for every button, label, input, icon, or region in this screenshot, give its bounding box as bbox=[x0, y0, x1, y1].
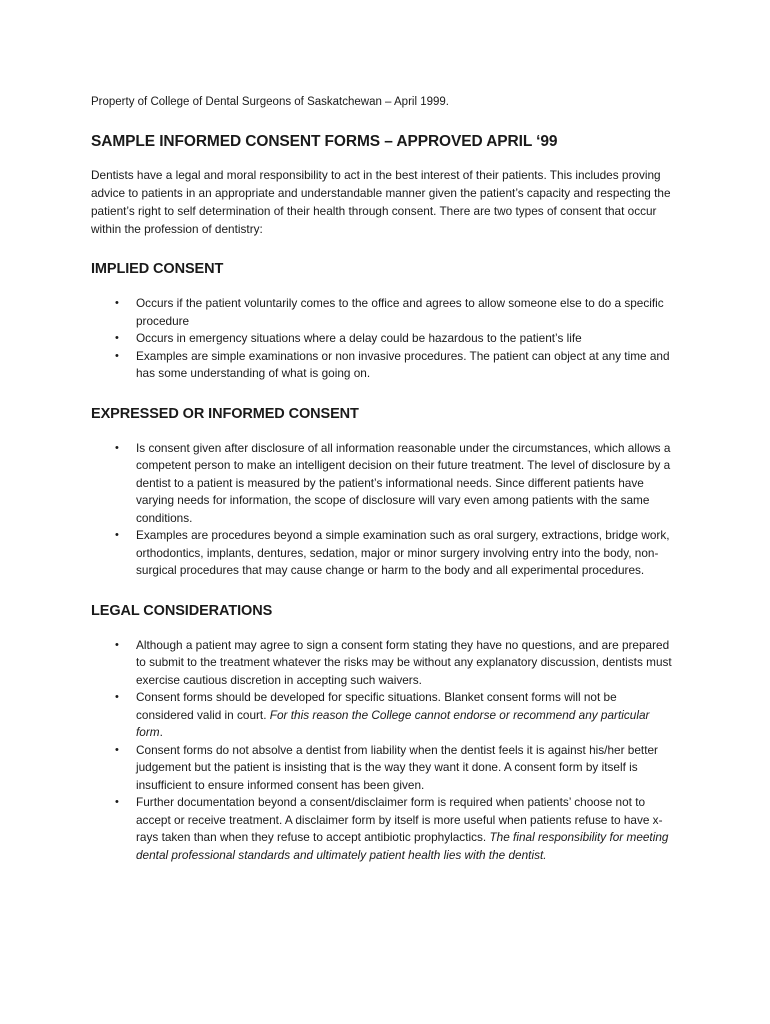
list-item bbox=[91, 742, 676, 795]
section-heading-expressed: EXPRESSED OR INFORMED CONSENT bbox=[91, 405, 359, 422]
bullet-icon: • bbox=[115, 743, 119, 756]
list-item bbox=[91, 440, 676, 528]
list-item bbox=[91, 794, 676, 864]
section-heading-legal: LEGAL CONSIDERATIONS bbox=[91, 602, 273, 619]
intro-paragraph: Dentists have a legal and moral responsibility to act in the best interest of their patients. This includes proving advice to patients in an appropriate and understandable manner given the patient’s capacity and respecting the patient’s right to self determination of their health through consent. There are two types of consent that occur within the profession of dentistry: bbox=[91, 168, 671, 236]
list-item-text: Examples are procedures beyond a simple examination such as oral surgery, extractions, bridge work, orthodontics, implants, dentures, sedation, major or minor surgery involving entry into the body, non-surgical procedures that may cause change or harm to the body and all experimental procedures. bbox=[136, 528, 670, 577]
list-item-text: Consent forms do not absolve a dentist from liability when the dentist feels it is against his/her better judgement but the patient is insisting that is the way they want it done. A consent form by itself is insufficient to ensure informed consent has been given. bbox=[136, 742, 658, 792]
list-item-text: Examples are simple examinations or non invasive procedures. The patient can object at any time and has some understanding of what is going on. bbox=[136, 348, 670, 380]
list-item bbox=[91, 348, 676, 383]
bullet-icon: • bbox=[115, 332, 119, 344]
list-item bbox=[91, 637, 676, 690]
list-item bbox=[91, 527, 676, 580]
list-item bbox=[91, 330, 676, 348]
list-item-text: Is consent given after disclosure of all information reasonable under the circumstances, which allows a competent person to make an intelligent decision on their future treatment. The level of disclosure by a dentist to a patient is measured by the patient’s informational needs. Since different patients have varying needs for information, the scope of disclosure will vary even among patients with the same conditions. bbox=[136, 440, 671, 525]
list-item-text: Occurs if the patient voluntarily comes to the office and agrees to allow someone else to do a specific procedure bbox=[136, 296, 664, 328]
bullet-icon: • bbox=[115, 691, 119, 703]
list-item bbox=[91, 295, 676, 330]
implied-list bbox=[91, 295, 676, 383]
list-item-text: Consent forms should be developed for specific situations. Blanket consent forms will not be considered valid in court. bbox=[136, 690, 617, 722]
bullet-icon: • bbox=[115, 441, 119, 454]
list-item-text: Further documentation beyond a consent/disclaimer form is required when patients’ choose not to accept or receive treatment. A disclaimer form by itself is more useful when patients refuse to have x-rays taken than when they refuse to accept antibiotic prophylactics. bbox=[136, 795, 663, 844]
bullet-icon: • bbox=[115, 638, 119, 651]
list-item-italic-text: The final responsibility for meeting dental professional standards and ultimately patient health lies with the dentist. bbox=[136, 830, 669, 862]
document-page bbox=[91, 94, 676, 864]
expressed-list bbox=[91, 440, 676, 580]
list-item-tail: . bbox=[159, 725, 163, 739]
legal-list bbox=[91, 637, 676, 865]
bullet-icon: • bbox=[115, 349, 119, 362]
list-item-text: Occurs in emergency situations where a delay could be hazardous to the patient’s life bbox=[136, 331, 582, 345]
list-item bbox=[91, 689, 676, 742]
bullet-icon: • bbox=[115, 297, 119, 309]
document-title: SAMPLE INFORMED CONSENT FORMS – APPROVED APRIL ‘99 bbox=[91, 133, 558, 150]
property-line: Property of College of Dental Surgeons of Saskatchewan – April 1999. bbox=[91, 96, 449, 108]
list-item-italic-text: For this reason the College cannot endorse or recommend any particular form bbox=[136, 707, 650, 739]
bullet-icon: • bbox=[115, 796, 119, 808]
bullet-icon: • bbox=[115, 529, 119, 541]
list-item-text: Although a patient may agree to sign a consent form stating they have no questions, and are prepared to submit to the treatment whatever the risks may be without any explanatory discussion, dentists must exercise cautious discretion in accepting such waivers. bbox=[136, 637, 672, 687]
section-heading-implied: IMPLIED CONSENT bbox=[91, 261, 224, 277]
